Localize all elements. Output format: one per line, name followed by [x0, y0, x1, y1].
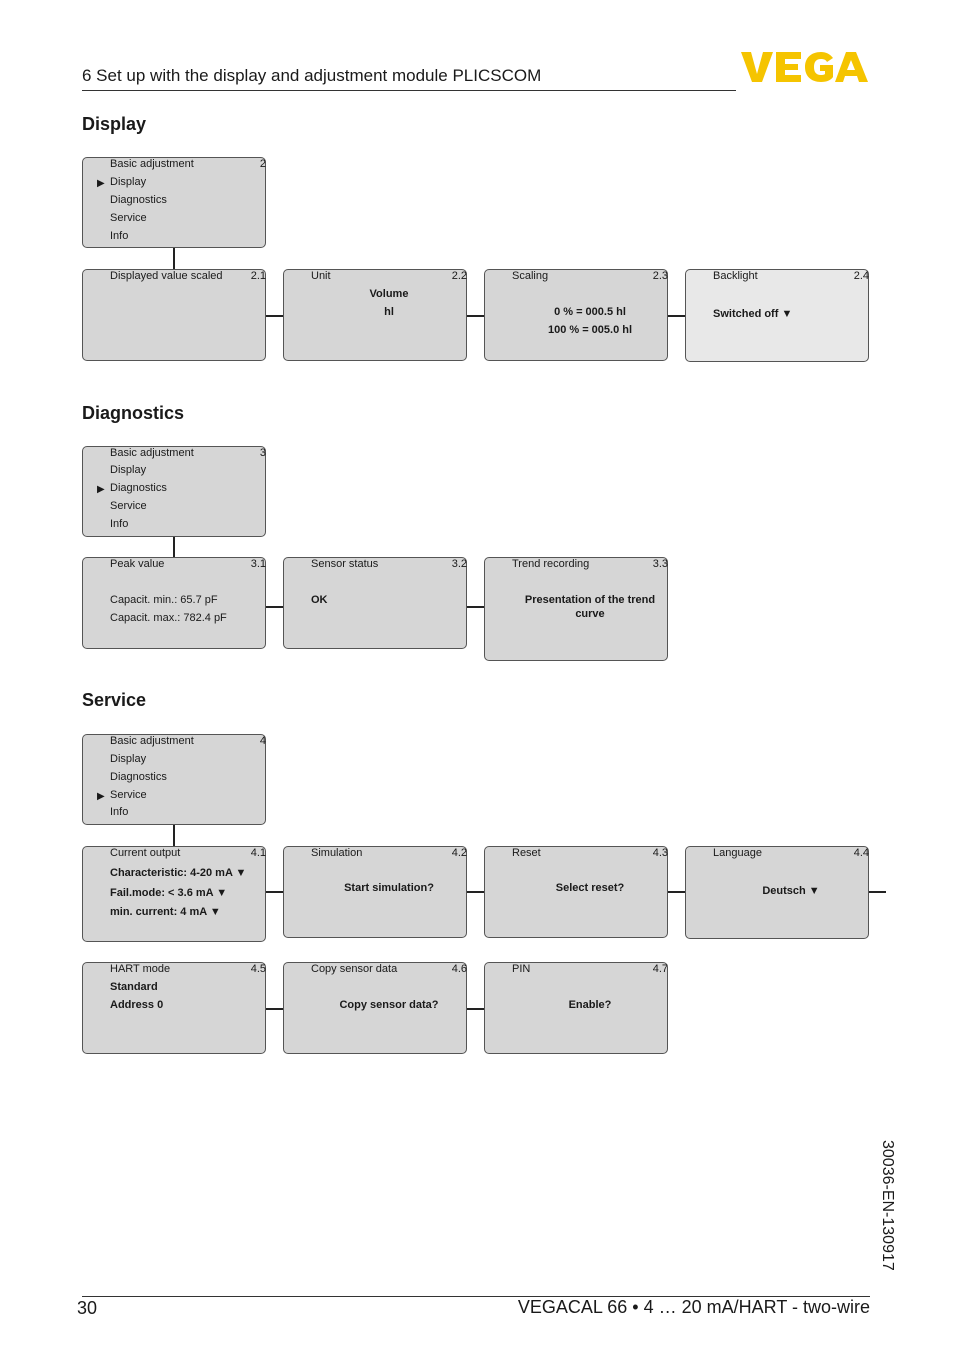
box-value: Deutsch ▼ [762, 885, 820, 897]
box-number: 4.1 [250, 847, 266, 859]
box-value: Fail.mode: < 3.6 mA ▼ [110, 887, 228, 899]
connector-line [266, 315, 284, 317]
menu-number: 4 [259, 735, 266, 747]
box-value: hl [384, 306, 394, 318]
box-number: 4.4 [853, 847, 869, 859]
connector-line [266, 1008, 284, 1010]
box-number: 4.6 [451, 963, 467, 975]
connector-line [173, 248, 175, 269]
menu-item: Basic adjustment [110, 158, 194, 170]
menu-item: Service [110, 789, 147, 801]
box-value: Address 0 [110, 999, 164, 1011]
box-value: curve [575, 608, 605, 620]
menu-item: Display [110, 176, 147, 188]
box-value: 0 % = 000.5 hl [554, 306, 626, 318]
section-heading-service: Service [82, 690, 147, 710]
box-value: Presentation of the trend [524, 594, 656, 606]
box-number: 3.3 [652, 558, 668, 570]
section-heading-display: Display [82, 114, 147, 134]
menu-item: Info [110, 518, 129, 530]
selection-arrow-icon: ▶ [97, 791, 105, 802]
box-title: Trend recording [512, 558, 590, 570]
page-number: 30 [77, 1298, 98, 1318]
menu-item: Basic adjustment [110, 735, 194, 747]
connector-line [266, 891, 284, 893]
box-number: 2.2 [451, 270, 467, 282]
box-value: OK [311, 594, 328, 606]
menu-number: 3 [259, 447, 266, 459]
box-title: Scaling [512, 270, 549, 282]
menu-item: Info [110, 806, 129, 818]
box-number: 4.5 [250, 963, 266, 975]
box-number: 3.1 [250, 558, 266, 570]
box-value: Enable? [568, 999, 612, 1011]
connector-line [668, 891, 686, 893]
box-number: 2.3 [652, 270, 668, 282]
page-header-title: 6 Set up with the display and adjustment module PLICSCOM [82, 66, 542, 85]
menu-item: Diagnostics [110, 482, 167, 494]
connector-line [668, 315, 686, 317]
box-value: 100 % = 005.0 hl [547, 324, 633, 336]
box-number: 4.3 [652, 847, 668, 859]
box-value: Switched off ▼ [713, 308, 793, 320]
connector-line [467, 606, 485, 608]
menu-item: Display [110, 464, 147, 476]
box-number: 4.2 [451, 847, 467, 859]
box-title: Backlight [713, 270, 758, 282]
box-value: min. current: 4 mA ▼ [110, 906, 221, 918]
header-divider [82, 90, 736, 91]
menu-item: Service [110, 212, 147, 224]
selection-arrow-icon: ▶ [97, 484, 105, 495]
menu-number: 2 [259, 158, 266, 170]
box-value: Copy sensor data? [339, 999, 439, 1011]
box-title: Simulation [311, 847, 363, 859]
box-title: Copy sensor data [311, 963, 398, 975]
box-value: Volume [369, 288, 409, 300]
box-number: 4.7 [652, 963, 668, 975]
connector-line [869, 891, 886, 893]
menu-item: Diagnostics [110, 771, 167, 783]
vega-logo [741, 50, 873, 84]
connector-line [173, 537, 175, 558]
footer-document-title: VEGACAL 66 • 4 … 20 mA/HART - two-wire [517, 1297, 870, 1317]
box-value: Capacit. min.: 65.7 pF [110, 594, 218, 606]
connector-line [467, 891, 485, 893]
display-box-2-1 [82, 269, 266, 361]
box-title: Peak value [110, 558, 165, 570]
menu-item: Basic adjustment [110, 447, 194, 459]
box-value: Select reset? [555, 882, 625, 894]
box-value: Standard [110, 981, 158, 993]
box-value: Capacit. max.: 782.4 pF [110, 612, 227, 624]
box-title: Current output [110, 847, 181, 859]
menu-item: Display [110, 753, 147, 765]
connector-line [173, 825, 175, 846]
box-title: Displayed value scaled [110, 270, 223, 282]
menu-item: Info [110, 230, 129, 242]
box-title: Unit [311, 270, 331, 282]
box-title: Sensor status [311, 558, 379, 570]
document-code: 30036-EN-130917 [879, 1140, 896, 1271]
section-heading-diagnostics: Diagnostics [82, 403, 185, 423]
box-value: Start simulation? [344, 882, 434, 894]
menu-item: Diagnostics [110, 194, 167, 206]
box-title: HART mode [110, 963, 171, 975]
connector-line [467, 1008, 485, 1010]
selection-arrow-icon: ▶ [97, 178, 105, 189]
box-title: Reset [512, 847, 541, 859]
box-title: PIN [512, 963, 531, 975]
box-number: 2.4 [853, 270, 869, 282]
box-value: Characteristic: 4-20 mA ▼ [110, 867, 247, 879]
box-title: Language [713, 847, 762, 859]
box-number: 3.2 [451, 558, 467, 570]
connector-line [266, 606, 284, 608]
box-number: 2.1 [250, 270, 266, 282]
connector-line [467, 315, 485, 317]
menu-item: Service [110, 500, 147, 512]
